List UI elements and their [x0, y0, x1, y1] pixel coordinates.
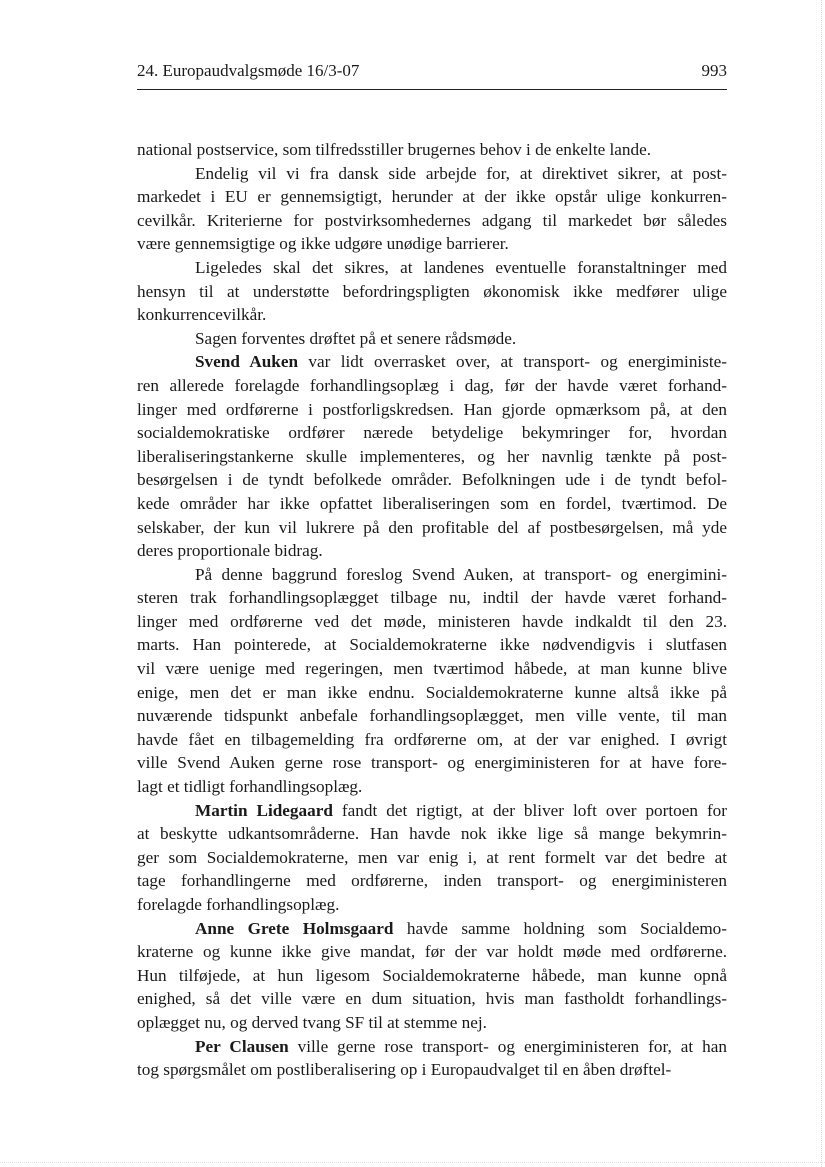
text-line [137, 751, 727, 775]
text-line [137, 681, 727, 705]
speaker-name: Per Clausen [195, 1036, 289, 1056]
text-line [137, 209, 727, 233]
line-text: hensyn til at understøtte befordringspligten økonomisk ikke medfører ulige [137, 281, 727, 301]
text-line [137, 987, 727, 1011]
text-line [137, 256, 727, 280]
text-line [137, 492, 727, 516]
body-text [137, 138, 727, 1082]
text-line [137, 421, 727, 445]
scan-bottom-mark [0, 1162, 825, 1163]
text-line [137, 374, 727, 398]
text-line [137, 468, 727, 492]
line-text: steren trak forhandlingsoplægget tilbage nu, indtil der havde været forhand- [137, 588, 727, 608]
scan-edge-mark [821, 0, 822, 1167]
text-line [137, 185, 727, 209]
text-line [137, 516, 727, 540]
text-line [137, 350, 727, 374]
text-line [137, 327, 727, 351]
line-text: ger som Socialdemokraterne, men var enig i, at rent formelt var det bedre at [137, 847, 727, 867]
text-line [137, 280, 727, 304]
line-text: liberaliseringstankerne skulle implementeres, og her navnlig tænkte på post- [137, 446, 727, 466]
text-line [137, 869, 727, 893]
line-text: enighed, så det ville være en dum situation, hvis man fastholdt forhandlings- [137, 989, 727, 1009]
running-header [137, 60, 727, 84]
text-line [137, 303, 727, 327]
line-text: besørgelsen i de tyndt befolkede områder. Befolkningen ude i de tyndt befol- [137, 470, 727, 490]
line-text: konkurrencevilkår. [137, 305, 267, 325]
line-text: cevilkår. Kriterierne for postvirksomhedernes adgang til markedet bør således [137, 210, 727, 230]
line-text: fandt det rigtigt, at der bliver loft over portoen for [332, 800, 727, 820]
line-text: På denne baggrund foreslog Svend Auken, at transport- og energimini- [195, 564, 727, 584]
text-line [137, 822, 727, 846]
line-text: forelagde forhandlingsoplæg. [137, 895, 340, 914]
text-line [137, 398, 727, 422]
line-text: tage forhandlingerne med ordførerne, inden transport- og energiministeren [137, 871, 727, 891]
text-line [137, 586, 727, 610]
text-line [137, 539, 727, 563]
line-text: Ligeledes skal det sikres, at landenes eventuelle foranstaltninger med [195, 257, 727, 277]
text-line [137, 610, 727, 634]
text-line [137, 940, 727, 964]
text-line [137, 1011, 727, 1035]
text-line [137, 846, 727, 870]
line-text: Endelig vil vi fra dansk side arbejde for, at direktivet sikrer, at post- [195, 163, 727, 183]
line-text: enige, men det er man ikke endnu. Socialdemokraterne kunne altså ikke på [137, 682, 727, 702]
text-line [137, 917, 727, 941]
running-header-title: 24. Europaudvalgsmøde 16/3-07 [137, 61, 360, 80]
text-line [137, 893, 727, 917]
page-number: 993 [701, 61, 727, 80]
text-line [137, 799, 727, 823]
text-line [137, 633, 727, 657]
line-text: ville gerne rose transport- og energiministeren for, at han [288, 1036, 727, 1056]
text-line [137, 138, 727, 162]
line-text: selskaber, der kun vil lukrere på den profitable del af postbesørgelsen, må yde [137, 517, 727, 537]
text-line [137, 728, 727, 752]
line-text: vil være uenige med regeringen, men tværtimod håbede, at man kunne blive [137, 659, 727, 679]
speaker-name: Anne Grete Holmsgaard [195, 918, 394, 938]
line-text: socialdemokratiske ordfører nærede betydelige bekymringer for, hvordan [137, 423, 727, 443]
line-text: Sagen forventes drøftet på et senere rådsmøde. [195, 328, 517, 348]
line-text: var lidt overrasket over, at transport- og energiministe- [298, 352, 727, 372]
speaker-name: Martin Lidegaard [195, 800, 333, 820]
line-text: kraterne og kunne ikke give mandat, før der var holdt møde med ordførerne. [137, 942, 727, 962]
line-text: kede områder har ikke opfattet liberaliseringen som en fordel, tværtimod. De [137, 493, 727, 513]
speaker-name: Svend Auken [195, 352, 299, 372]
line-text: ville Svend Auken gerne rose transport- og energiministeren for at have fore- [137, 753, 727, 773]
line-text: nuværende tidspunkt anbefale forhandlingsoplægget, men ville vente, til man [137, 706, 727, 726]
line-text: national postservice, som tilfredsstiller brugernes behov i de enkelte lande. [137, 140, 652, 159]
text-line [137, 232, 727, 256]
text-line [137, 657, 727, 681]
text-line [137, 445, 727, 469]
line-text: marts. Han pointerede, at Socialdemokraterne ikke nødvendigvis i slutfasen [137, 635, 727, 655]
line-text: linger med ordførerne i postforligskredsen. Han gjorde opmærksom på, at den [137, 399, 727, 419]
header-rule [137, 89, 727, 90]
text-line [137, 563, 727, 587]
line-text: linger med ordførerne ved det møde, ministeren havde indkaldt til den 23. [137, 611, 727, 631]
line-text: havde samme holdning som Socialdemo- [393, 918, 728, 938]
line-text: lagt et tidligt forhandlingsoplæg. [137, 777, 363, 797]
line-text: markedet i EU er gennemsigtigt, herunder at der ikke opstår ulige konkurren- [137, 187, 727, 207]
text-line [137, 775, 727, 799]
line-text: havde fået en tilbagemelding fra ordførerne om, at der var enighed. I øvrigt [137, 729, 727, 749]
text-line [137, 162, 727, 186]
text-line [137, 964, 727, 988]
line-text: oplægget nu, og derved tvang SF til at stemme nej. [137, 1012, 487, 1032]
line-text: tog spørgsmålet om postliberalisering op i Europaudvalget til en åben drøftel- [137, 1060, 672, 1080]
line-text: deres proportionale bidrag. [137, 541, 323, 561]
line-text: Hun tilføjede, at hun ligesom Socialdemokraterne håbede, man kunne opnå [137, 965, 727, 985]
text-line [137, 704, 727, 728]
line-text: være gennemsigtige og ikke udgøre unødige barrierer. [137, 234, 509, 254]
text-line [137, 1035, 727, 1059]
text-line [137, 1058, 727, 1082]
line-text: ren allerede forelagde forhandlingsoplæg i dag, før der havde været forhand- [137, 375, 727, 395]
line-text: at beskytte udkantsområderne. Han havde nok ikke lige så mange bekymrin- [137, 824, 727, 844]
